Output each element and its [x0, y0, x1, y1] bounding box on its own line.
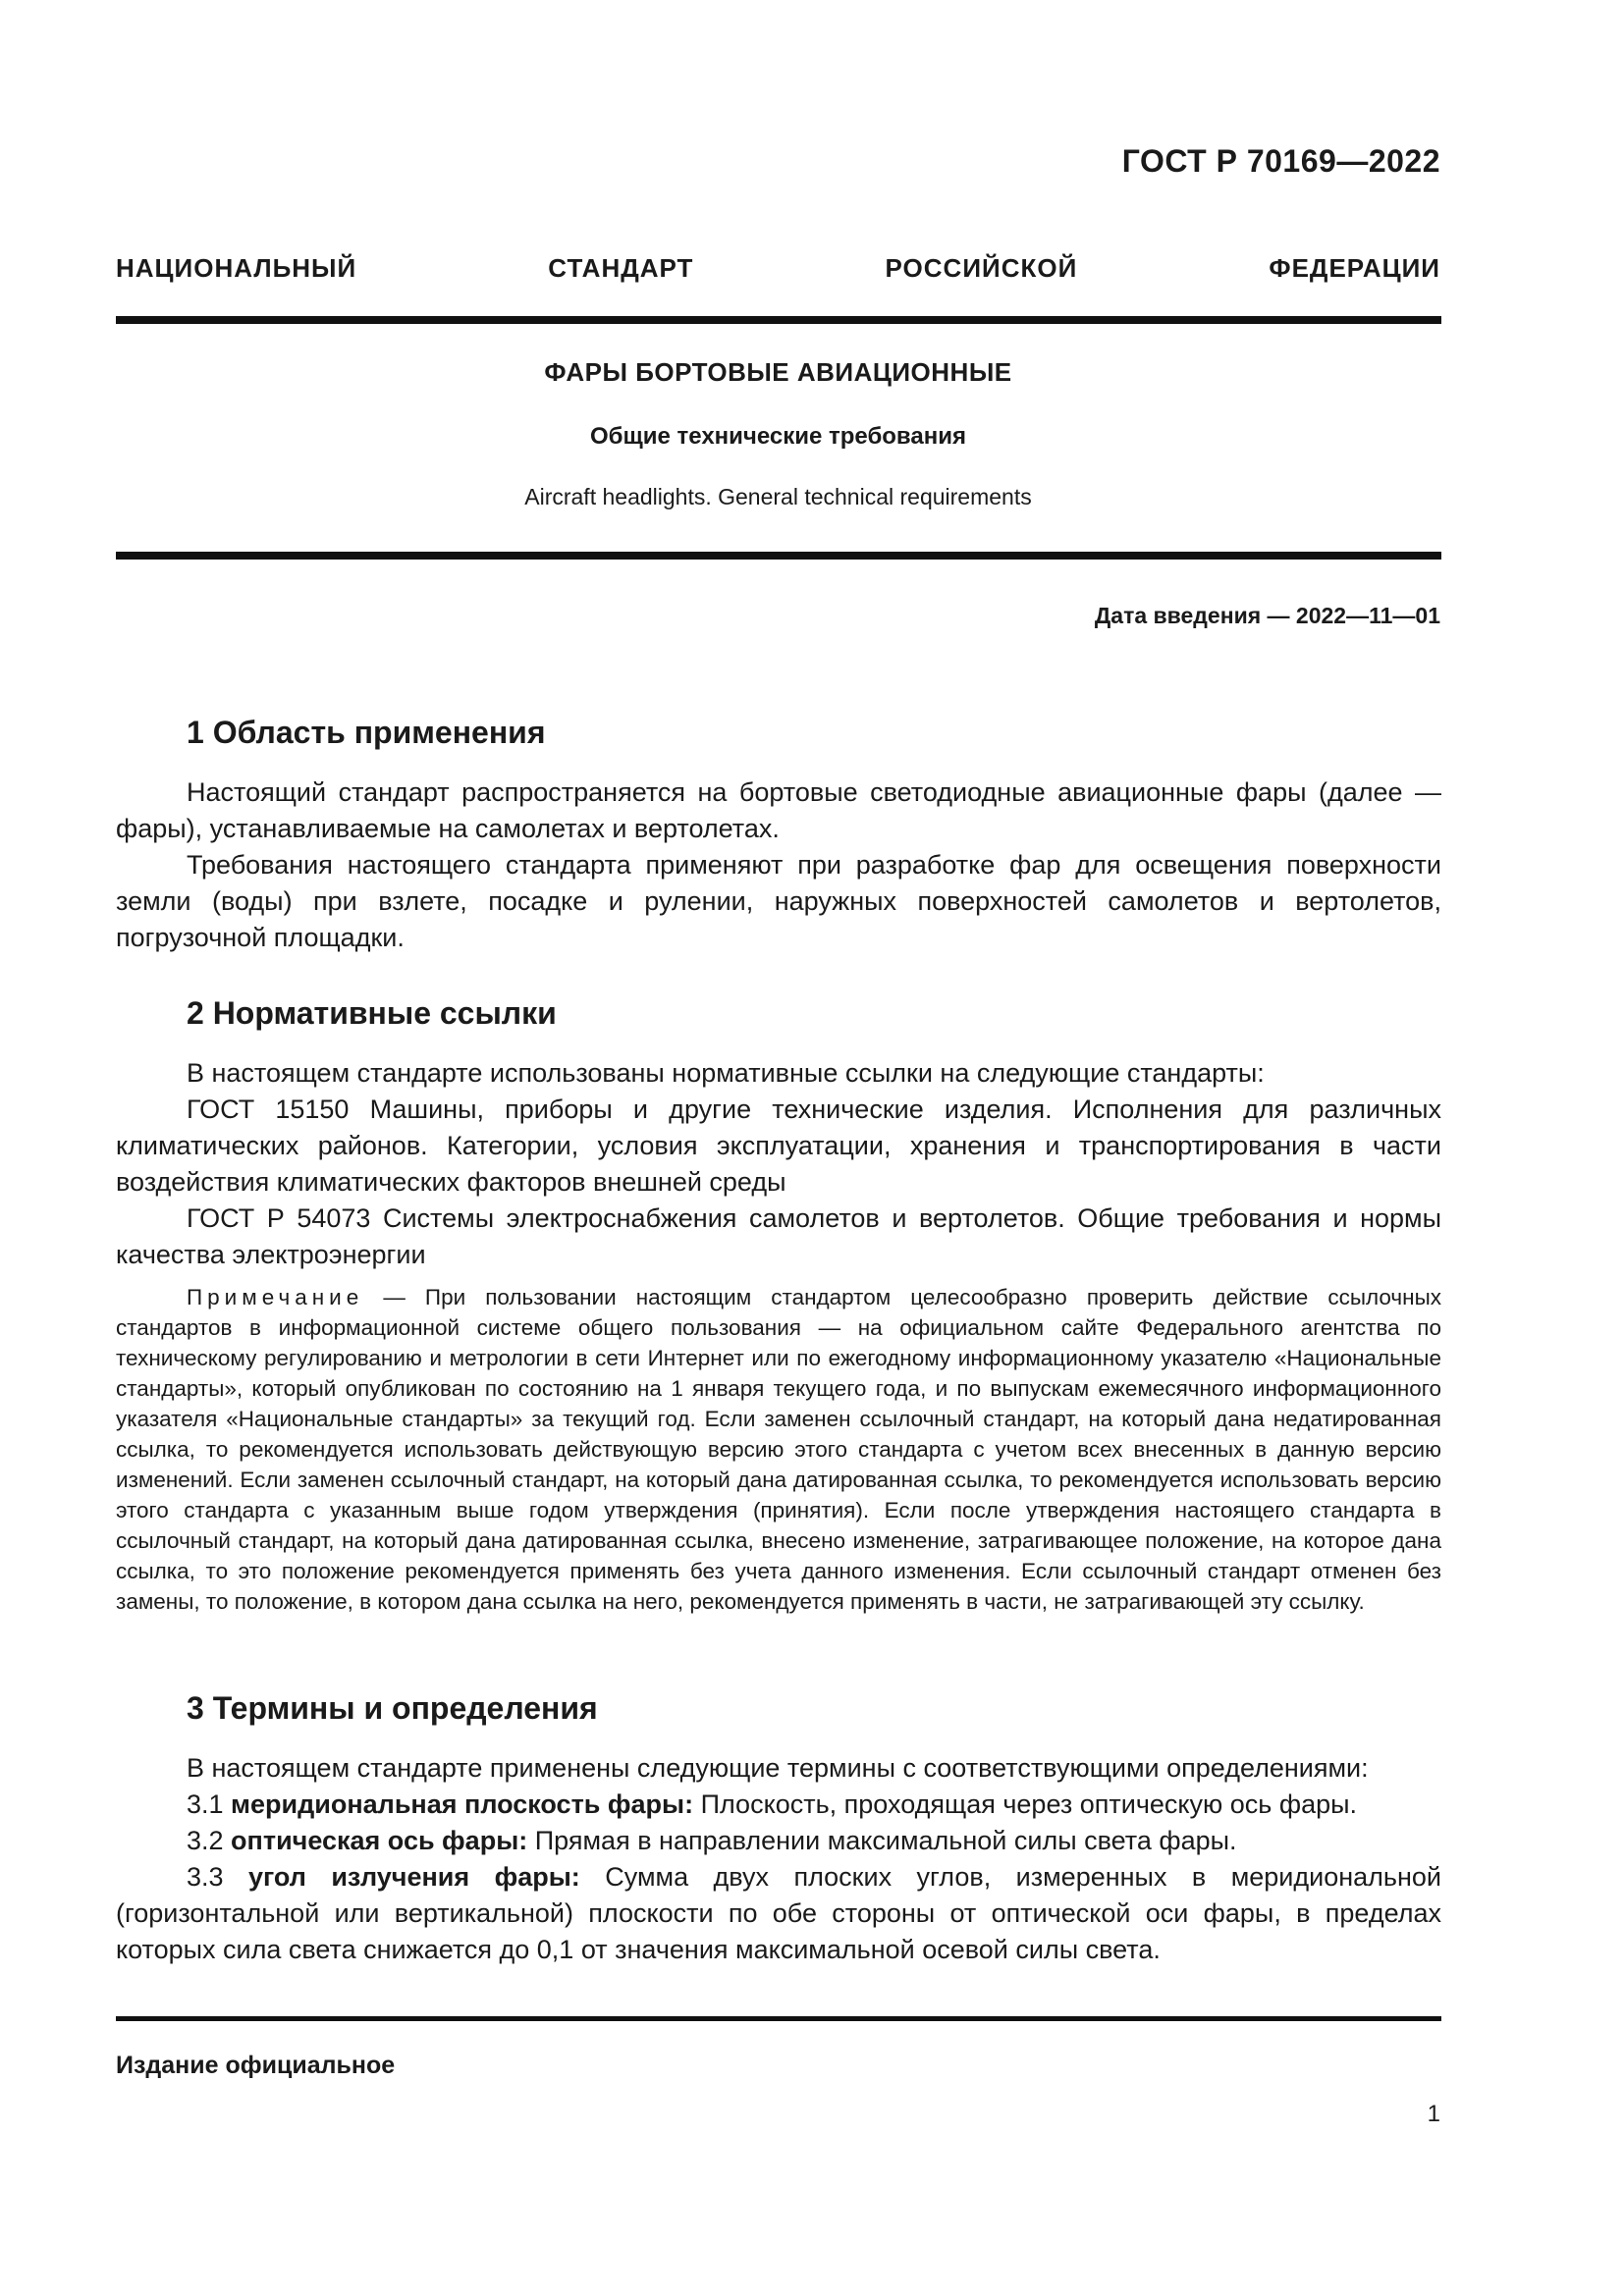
term-number: 3.2: [187, 1826, 232, 1855]
term-definition: Прямая в направлении максимальной силы света фары.: [527, 1826, 1237, 1855]
section-3-paragraph-1: [116, 1750, 1441, 1787]
term-name: оптическая ось фары:: [231, 1826, 528, 1855]
term-name: угол излучения фары:: [248, 1862, 580, 1892]
section-2-heading: 2 Нормативные ссылки: [187, 995, 557, 1031]
paragraph-text: Настоящий стандарт распространяется на бортовые светодиодные авиационные фары (далее — фары), устанавливаемые на самолетах и вертолетах.: [116, 777, 1441, 843]
header-rule-bottom: [116, 552, 1441, 560]
paragraph-text: Требования настоящего стандарта применяют при разработке фар для освещения поверхности земли (воды) при взлете, посадке и рулении, наружных поверхностей самолетов и вертолетов, погрузочной площадки.: [116, 850, 1441, 952]
section-1-paragraph-2: [116, 847, 1441, 956]
section-1-paragraph-1: [116, 774, 1441, 847]
document-subtitle: Общие технические требования: [590, 423, 966, 450]
term-name: меридиональная плоскость фары:: [231, 1789, 694, 1819]
term-number: 3.1: [187, 1789, 232, 1819]
section-1-heading: 1 Область применения: [187, 715, 546, 750]
document-title: ФАРЫ БОРТОВЫЕ АВИАЦИОННЫЕ: [544, 357, 1012, 387]
paragraph-text: ГОСТ 15150 Машины, приборы и другие технические изделия. Исполнения для различных климатических районов. Категории, условия эксплуатации, хранения и транспортирования в части воздействия климатических факторов внешней среды: [116, 1095, 1441, 1197]
note-label: Примечание: [187, 1285, 364, 1309]
term-3-3: [116, 1859, 1441, 1968]
section-2-reference-1: [116, 1092, 1441, 1201]
section-2-paragraph-1: [116, 1055, 1441, 1092]
term-definition: Плоскость, проходящая через оптическую ось фары.: [693, 1789, 1358, 1819]
page-number: 1: [1427, 2101, 1440, 2127]
document-number: ГОСТ Р 70169—2022: [1121, 143, 1440, 179]
introduction-date: Дата введения — 2022—11—01: [1094, 603, 1440, 628]
term-3-1: [116, 1787, 1441, 1823]
term-number: 3.3: [187, 1862, 248, 1892]
section-2-reference-2: [116, 1201, 1441, 1273]
term-3-2: [116, 1823, 1441, 1859]
section-3-heading: 3 Термины и определения: [187, 1690, 598, 1726]
national-standard-label: НАЦИОНАЛЬНЫЙ СТАНДАРТ РОССИЙСКОЙ ФЕДЕРАЦИИ: [116, 253, 1440, 283]
paragraph-text: В настоящем стандарте применены следующие термины с соответствующими определениями:: [187, 1753, 1369, 1783]
footer-rule: [116, 2016, 1441, 2021]
english-title: Aircraft headlights. General technical requirements: [524, 484, 1032, 509]
term-definition: Сумма двух плоских углов, измеренных в меридиональной (горизонтальной или вертикальной) плоскости по обе стороны от оптической оси фары, в пределах которых сила света снижается до 0,1 от значения максимальной осевой силы света.: [116, 1862, 1441, 1964]
edition-label: Издание официальное: [116, 2052, 396, 2079]
header-rule-top: [116, 316, 1441, 324]
note-text: — При пользовании настоящим стандартом целесообразно проверить действие ссылочных стандартов в информационной системе общего пользования — на официальном сайте Федерального агентства по техническому регулированию и метрологии в сети Интернет или по ежегодному информационному указателю «Национальные стандарты», который опубликован по состоянию на 1 января текущего года, и по выпускам ежемесячного информационного указателя «Национальные стандарты» за текущий год. Если заменен ссылочный стандарт, на который дана недатированная ссылка, то рекомендуется использовать действующую версию этого стандарта с учетом всех внесенных в данную версию изменений. Если заменен ссылочный стандарт, на который дана датированная ссылка, то рекомендуется использовать версию этого стандарта с указанным выше годом утверждения (принятия). Если после утверждения настоящего стандарта в ссылочный стандарт, на который дана датированная ссылка, внесено изменение, затрагивающее положение, на которое дана ссылка, то это положение рекомендуется применять без учета данного изменения. Если ссылочный стандарт отменен без замены, то положение, в котором дана ссылка на него, рекомендуется применять в части, не затрагивающей эту ссылку.: [116, 1285, 1441, 1614]
paragraph-text: В настоящем стандарте использованы нормативные ссылки на следующие стандарты:: [187, 1058, 1265, 1088]
paragraph-text: ГОСТ Р 54073 Системы электроснабжения самолетов и вертолетов. Общие требования и нормы качества электроэнергии: [116, 1203, 1441, 1269]
section-2-note: [116, 1282, 1441, 1617]
